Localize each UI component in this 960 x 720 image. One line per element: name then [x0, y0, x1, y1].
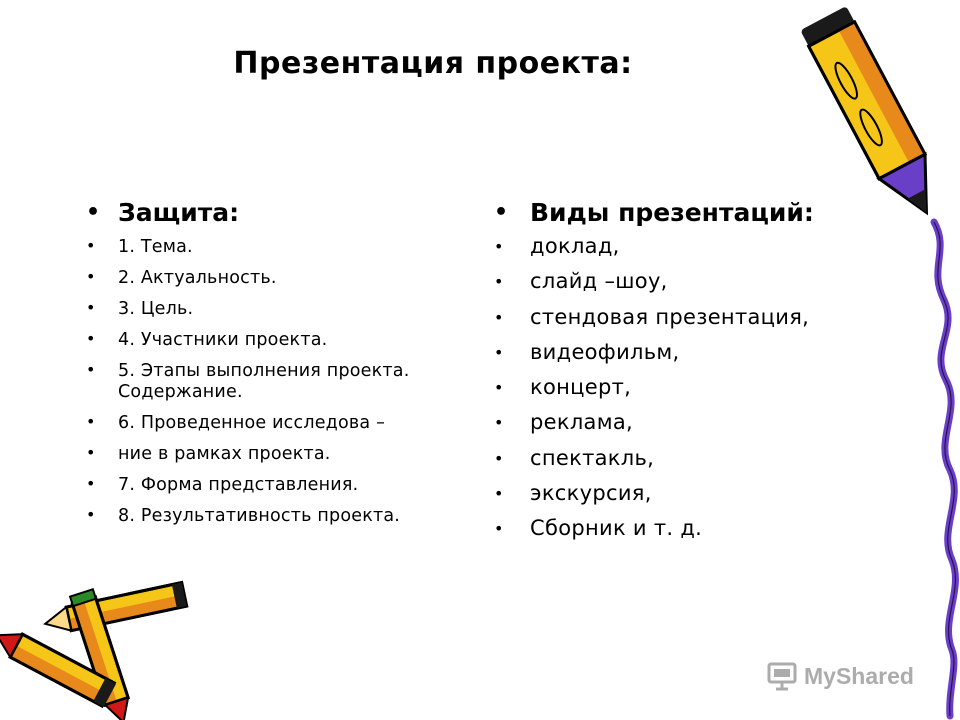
list-item — [86, 237, 486, 258]
watermark-text: MyShared — [804, 662, 914, 689]
bullet-icon: • — [86, 200, 101, 225]
list-item-text: стендовая презентация, — [530, 304, 810, 329]
list-item-text: слайд –шоу, — [530, 269, 668, 294]
list-item — [86, 299, 486, 320]
list-item-text: экскурсия, — [530, 481, 652, 506]
list-item — [86, 361, 486, 403]
bullet-icon: • — [494, 484, 504, 504]
list-item-text: 3. Цель. — [118, 299, 194, 319]
defense-list — [86, 198, 486, 537]
list-item — [86, 506, 486, 527]
list-item — [86, 268, 486, 289]
list-item-text: концерт, — [530, 375, 632, 400]
list-item-text: 2. Актуальность. — [118, 268, 277, 288]
bullet-icon: • — [494, 413, 504, 433]
bullet-icon: • — [494, 342, 504, 362]
list-item-text: 5. Этапы выполнения проекта. Содержание. — [118, 361, 410, 402]
bullet-icon: • — [86, 236, 96, 255]
presentation-board-icon — [766, 660, 798, 692]
bullet-icon: • — [494, 200, 509, 225]
watermark — [766, 656, 936, 696]
list-item-text: 7. Форма представления. — [118, 475, 359, 495]
list-item — [86, 330, 486, 351]
bullet-icon: • — [494, 519, 504, 539]
bullet-icon: • — [86, 443, 96, 462]
list-item-text: реклама, — [530, 410, 634, 435]
pencil-squiggle-icon — [800, 0, 960, 720]
list-item — [86, 444, 486, 465]
list-item — [86, 475, 486, 496]
list-item — [86, 413, 486, 434]
crossed-pencils-icon — [0, 578, 200, 720]
slide-title: Презентация проекта: — [233, 46, 633, 81]
list-item-text: доклад, — [530, 234, 620, 258]
defense-heading — [86, 198, 486, 228]
list-item-text: ние в рамках проекта. — [118, 444, 331, 464]
bullet-icon: • — [494, 272, 504, 292]
list-item-text: видеофильм, — [530, 339, 680, 364]
bullet-icon: • — [494, 237, 504, 256]
bullet-icon: • — [494, 448, 504, 468]
bullet-icon: • — [86, 505, 96, 524]
list-item-text: 4. Участники проекта. — [118, 330, 328, 350]
bullet-icon: • — [494, 378, 504, 398]
list-item-text: 6. Проведенное исследова – — [118, 413, 386, 433]
bullet-icon: • — [86, 412, 96, 431]
bullet-icon: • — [494, 307, 504, 327]
list-item-text: спектакль, — [530, 445, 655, 470]
bullet-icon: • — [86, 329, 96, 348]
bullet-icon: • — [86, 474, 96, 493]
defense-heading-label: Защита: — [118, 198, 240, 227]
list-item-text: 1. Тема. — [118, 237, 193, 257]
bullet-icon: • — [86, 267, 96, 286]
bullet-icon: • — [86, 360, 96, 379]
list-item-text: Сборник и т. д. — [530, 516, 703, 541]
bullet-icon: • — [86, 298, 96, 317]
presentation-types-heading-label: Виды презентаций: — [530, 198, 814, 227]
list-item-text: 8. Результативность проекта. — [118, 506, 401, 526]
